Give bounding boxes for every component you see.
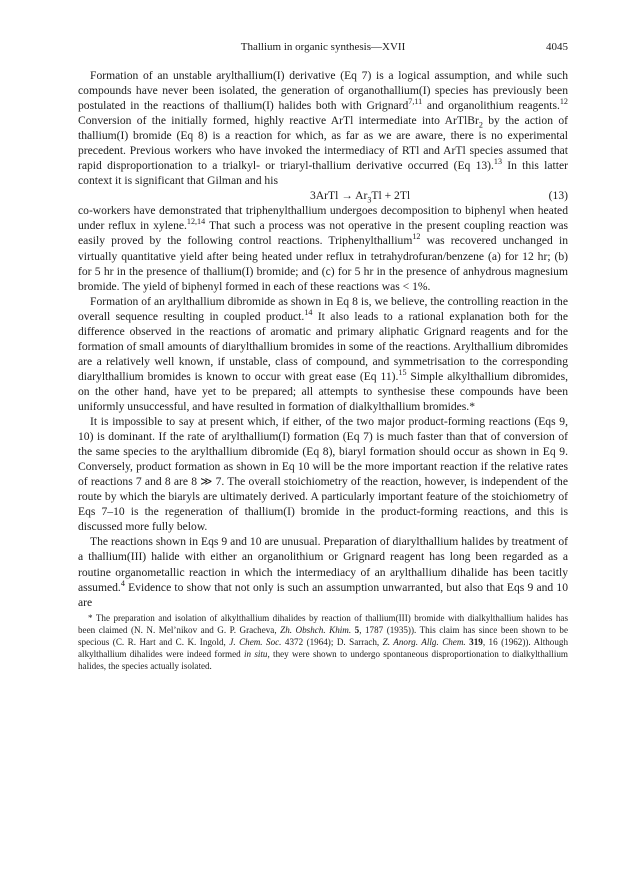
running-title: Thallium in organic synthesis—XVII <box>240 41 406 53</box>
citation-ref: 12,14 <box>186 217 206 227</box>
para5-text-2: Evidence to show that not only is such an assumption unwarranted, but also that Eqs 9 and 10 are <box>78 580 568 609</box>
para3-text-1: Formation of an arylthallium dibromide as shown in Eq 8 is, we believe, the controlling reaction in the overall sequence resulting in coupled product. <box>78 294 568 323</box>
para1-text-1: Formation of an unstable arylthallium(I) derivative (Eq 7) is a logical assumption, and while such compounds have never been isolated, the generation of organothallium(I) species has previously been postulated in the reactions of thallium(I) halides both with Grignard <box>78 69 568 113</box>
para3-text-2: It also leads to a rational explanation both for the difference observed in the reactions of aromatic and primary aliphatic Grignard reagents and for the formation of small amounts of diarylthallium bromides in some of the reactions. Arylthallium dibromides are a relatively well known, if unstable, class of compound, and symmetrisation to the corresponding diarylthallium bromides is known to occur with great ease (Eq 11). <box>78 309 568 383</box>
equation-expression <box>310 188 410 203</box>
para2-text-2: That such a process was not operative in the present coupling reaction was easily proved by the following control reactions. Triphenylthallium <box>78 219 568 248</box>
article-body <box>78 68 568 610</box>
citation-ref: 12 <box>559 97 568 107</box>
journal-name: J. Chem. Soc. <box>229 636 282 647</box>
equation-13 <box>78 188 568 203</box>
citation-ref: 4 <box>120 578 125 588</box>
paragraph-5 <box>78 534 568 609</box>
journal-page <box>78 40 568 860</box>
footnote-text-5: , they were shown to undergo spontaneous disproportionation to dialkylthallium halides, the species actually isolated. <box>78 648 568 672</box>
running-header <box>78 40 568 58</box>
latin-phrase: in situ <box>243 648 268 659</box>
citation-ref: 13 <box>493 157 503 167</box>
para5-text-1: The reactions shown in Eqs 9 and 10 are unusual. Preparation of diarylthallium halides by treatment of a thallium(III) halide with either an organolithium or Grignard reagent has long been regarded as a routine organometallic reaction in which the intermediacy of an arylthallium dihalide has been tacitly assumed. <box>78 535 568 594</box>
citation-ref: 7,11 <box>408 97 423 107</box>
para1-text-5: In this latter context it is significant that Gilman and his <box>78 159 568 188</box>
para1-text-3: Conversion of the initially formed, highly reactive ArTl intermediate into ArTlBr <box>78 114 479 128</box>
citation-ref: 15 <box>398 368 407 378</box>
volume-number: 5 <box>351 624 360 635</box>
para1-text-2: and organolithium reagents. <box>422 99 560 113</box>
footnote <box>78 612 568 672</box>
equation-number: (13) <box>548 189 568 203</box>
paragraph-1 <box>78 68 568 188</box>
footnote-text-2: , 1787 (1935)). This claim has since been shown to be specious (C. R. Hart and C. K. Ingold, <box>78 624 568 647</box>
paragraph-2 <box>78 203 568 293</box>
para1-text-4: by the action of thallium(I) bromide (Eq 8) is a reaction for which, as far as we are aware, there is no experimental precedent. Previous workers who have invoked the intermediacy of RTl and ArTl species assumed that rapid disproportionation to a trialkyl- or triaryl-thallium derivative occurred (Eq 13). <box>78 114 568 173</box>
equation-rhs: Tl + 2Tl <box>371 189 411 203</box>
paragraph-4: It is impossible to say at present which, if either, of the two major product-forming reactions (Eqs 9, 10) is dominant. If the rate of arylthallium(I) formation (Eq 7) is much faster than that of conversion of the same species to the arylthallium dibromide (Eq 8), biaryl formation should occur as shown in Eq 9. Conversely, product formation as shown in Eq 10 will be the more important reaction if the relative rates of reactions 7 and 8 are 8 ≫ 7. The overall stoichiometry of the reaction, however, is independent of the route by which the biaryls are ultimately derived. A particularly important feature of the stoichiometry of Eqs 7–10 is the regeneration of thallium(I) bromide in the product-forming reactions, and this is discussed more fully below. <box>78 415 568 534</box>
paragraph-3 <box>78 294 568 414</box>
volume-number: 319 <box>465 636 483 647</box>
para2-text-1: co-workers have demonstrated that triphenylthallium undergoes decomposition to biphenyl when heated under reflux in xylene. <box>78 204 568 233</box>
footnote-text-4: , 16 (1962)). Although alkylthallium dihalides were indeed formed <box>78 636 568 659</box>
footnote-text <box>78 612 568 672</box>
equation-lhs: 3ArTl → Ar <box>310 189 368 203</box>
journal-name: Zh. Obshch. Khim. <box>280 624 352 635</box>
para2-text-3: was recovered unchanged in virtually quantitative yield after being heated under reflux in tetrahydrofuran/benzene (a) for 12 hr; (b) for 5 hr in the presence of thallium(I) bromide; and (c) for 5 hr in the presence of anhydrous magnesium bromide. The yield of biphenyl formed in each of these reactions was < 1%. <box>78 234 568 293</box>
page-number: 4045 <box>546 41 568 53</box>
citation-ref: 14 <box>304 307 313 317</box>
footnote-text-1: * The preparation and isolation of alkylthallium dihalides by reaction of thallium(III) bromide with dialkylthallium halides has been claimed (N. N. Mel’nikov and G. P. Gracheva, <box>78 612 568 635</box>
journal-name: Z. Anorg. Allg. Chem. <box>382 636 466 647</box>
subscript: 2 <box>478 120 483 130</box>
citation-ref: 12 <box>412 232 421 242</box>
footnote-text-3: 4372 (1964); D. Sarrach, <box>281 636 383 647</box>
para3-text-3: Simple alkylthallium dibromides, on the other hand, have yet to be prepared; all attempts to synthesise these compounds have been uniformly unsuccessful, and have resulted in formation of dialkylthallium bromides.* <box>78 369 568 413</box>
equation-subscript: 3 <box>367 195 372 205</box>
